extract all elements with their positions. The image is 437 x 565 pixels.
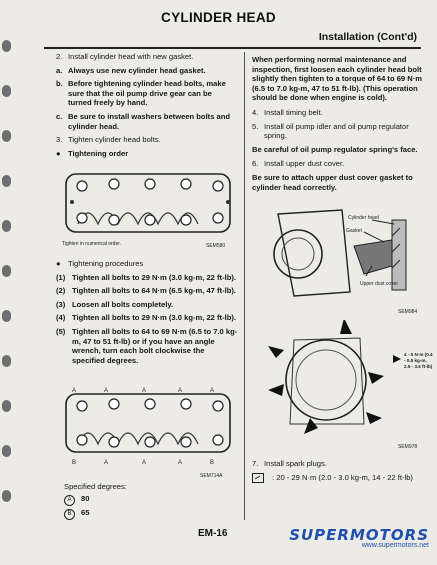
torque-spec: 4 - 5 N·m (0.4 - 0.5 kg-m, 2.9 - 3.6 ft-lb) [404,352,433,369]
step-2c: Be sure to install washers between bolts and cylinder head. [68,111,231,131]
step-2a: Always use new cylinder head gasket. [68,65,206,75]
label-upper-dust-cover: Upper dust cover [360,281,399,287]
degree-b-value: 65 [81,507,90,517]
letter-b-circle: B [64,509,75,520]
maintenance-note: When performing normal maintenance and inspection, first loosen each cylinder head bolt slightly then tighten to a torque of 64 to 69 N·m (6.5 to 7.0 kg-m, 47 to 51 ft-lb). (This operation should be done when engine is cold). [252,55,423,103]
step-7-block: 7. Install spark plugs. : 20 - 29 N·m (2.0 - 3.0 kg-m, 14 - 22 ft-lb) [252,459,424,485]
procedure-3: Loosen all bolts completely. [72,299,174,309]
tightening-order-diagram [58,166,240,252]
svg-text:A: A [142,460,147,466]
svg-text:A: A [104,388,109,394]
specified-degrees-title: Specified degrees: [64,482,127,491]
binder-holes [2,40,12,535]
svg-text:A: A [72,388,77,394]
step-3: Tighten cylinder head bolts. [68,135,161,145]
left-column: 2. Install cylinder head with new gasket. a. Always use new cylinder head gasket. b. Before tightening cylinder head bolts, make sure that the oil pump drive gear can be turned freely by hand. c. Be sure to install washers between bolts and cylinder head. 3. Tighten cylinder head bolts. ● Tightening order [56,52,236,162]
torque-arrow-icon [392,354,402,364]
step-2: Install cylinder head with new gasket. [68,52,194,61]
svg-text:B: B [210,460,215,466]
svg-text:A: A [142,388,147,394]
wrench-icon [252,473,272,486]
procedures-block: ● Tightening procedures (1) Tighten all bolts to 29 N·m (3.0 kg-m, 22 ft-lb). (2) Tighten all bolts to 64 N·m (6.5 kg-m, 47 ft-lb). (3) Loosen all bolts completely. (4) Tighten all bolts to 29 N·m (3.0 kg-m, 22 ft-lb). (5) Tighten all bolts to 64 to 69 N·m (6.5 to 7.0 kg-m, 47 to 51 ft-lb) or if you have an angle wrench, turn each bolt clockwise the specified degrees. [56,259,238,365]
watermark-url: www.supermotors.net [361,542,429,549]
angle-tightening-diagram [58,384,240,470]
svg-text:A: A [178,388,183,394]
column-divider [244,52,245,520]
step-5: Install oil pump idler and oil pump regulator spring. [264,121,409,141]
dust-cover-torque-diagram [264,320,404,438]
figure-code: SEM580 [206,243,226,249]
section-subtitle: Installation (Cont'd) [318,31,417,43]
label-gasket: Gasket [346,228,362,234]
figure-code: SEM984 [398,309,418,315]
svg-text:B: B [72,460,77,466]
procedure-2: Tighten all bolts to 64 N·m (6.5 kg-m, 47 ft-lb). [72,286,236,296]
figure-code: SEM978 [398,444,418,450]
svg-text:A: A [104,460,109,466]
letter-a-circle: A [64,495,75,506]
watermark [289,526,429,549]
figure-caption: Tighten in numerical order. [62,241,122,247]
svg-text:A: A [178,460,183,466]
header-rule [44,47,421,49]
procedure-5: Tighten all bolts to 64 to 69 N·m (6.5 to 7.0 kg-m, 47 to 51 ft-lb) or if you have an angle wrench, turn each bolt clockwise the specified degrees. [72,326,238,365]
svg-text:A: A [210,388,215,394]
step-7: Install spark plugs. [264,459,327,468]
procedure-4: Tighten all bolts to 29 N·m (3.0 kg-m, 22 ft-lb). [72,313,236,323]
specified-degrees [64,482,184,520]
procedure-1: Tighten all bolts to 29 N·m (3.0 kg-m, 22 ft-lb). [72,272,236,282]
step-5-note: Be careful of oil pump regulator spring's face. [252,144,418,154]
spark-plug-torque: : 20 - 29 N·m (2.0 - 3.0 kg-m, 14 - 22 ft-lb) [272,472,413,482]
tightening-order-heading: Tightening order [68,148,129,158]
step-6-note: Be sure to attach upper dust cover gasket to cylinder head correctly. [252,172,413,192]
page-number: EM-16 [198,528,228,539]
dust-cover-diagram [254,196,426,314]
procedures-title: Tightening procedures [68,259,144,268]
figure-code: SEM714A [200,473,223,479]
step-4: Install timing belt. [264,107,323,117]
watermark-brand: SUPERMOTORS [289,526,429,544]
step-2b: Before tightening cylinder head bolts, make sure that the oil pump drive gear can be turned freely by hand. [68,79,226,108]
page-title: CYLINDER HEAD [161,10,276,25]
step-6: Install upper dust cover. [264,159,345,169]
right-column: When performing normal maintenance and inspection, first loosen each cylinder head bolt slightly then tighten to a torque of 64 to 69 N·m (6.5 to 7.0 kg-m, 47 to 51 ft-lb). (This operation should be done when engine is cold). 4. Install timing belt. 5. Install oil pump idler and oil pump regulator spring. Be careful of oil pump regulator spring's face. 6. Install upper dust cover. Be sure to attach upper dust cover gasket to cylinder head correctly. [252,55,423,192]
degree-a-value: 80 [81,493,90,503]
label-cylinder-head: Cylinder head [348,215,379,221]
